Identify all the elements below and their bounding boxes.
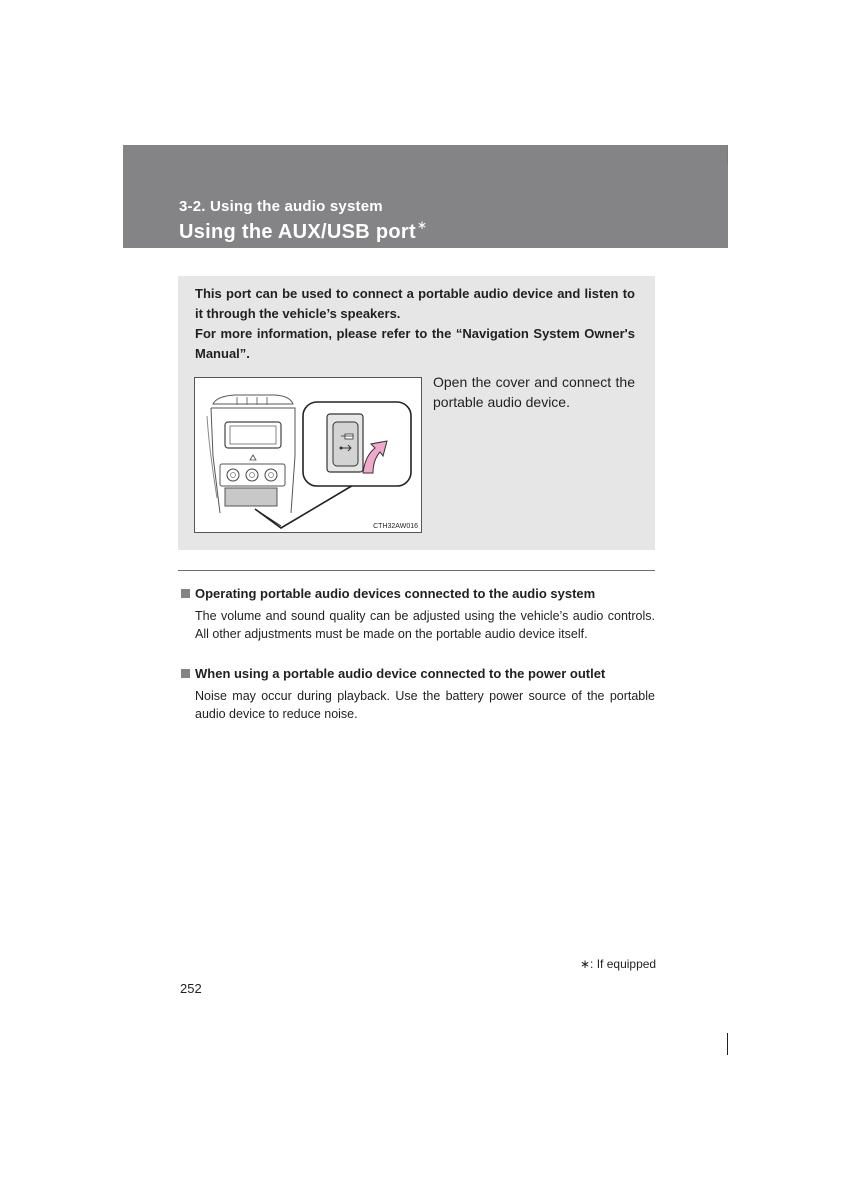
note-heading-text: When using a portable audio device connected to the power outlet [195,666,606,681]
footnote-if-equipped: ∗: If equipped [580,957,657,971]
note-heading [181,585,655,603]
note-heading [181,665,655,683]
note-power-outlet [181,665,655,723]
intro-paragraph-1: This port can be used to connect a portable audio device and listen to it through the vehicle’s speakers. [195,286,635,321]
note-operating-devices [181,585,655,643]
page-title [179,218,427,244]
intro-text [195,284,635,364]
intro-box [178,276,655,550]
thumb-tab-bottom-mark [727,1033,728,1055]
section-label: 3-2. Using the audio system [179,198,383,215]
thumb-tab-top-mark [727,145,728,165]
note-heading-text: Operating portable audio devices connected to the audio system [195,586,596,601]
page-number: 252 [180,981,202,996]
aux-usb-port-illustration [194,377,422,533]
step-instruction: Open the cover and connect the portable audio device. [433,374,635,410]
note-body: Noise may occur during playback. Use the battery power source of the portable audio device to reduce noise. [195,689,655,721]
section-divider [178,570,655,571]
header-band [123,145,728,248]
note-body: The volume and sound quality can be adjusted using the vehicle’s audio controls. All other adjustments must be made on the portable audio device itself. [195,609,655,641]
square-bullet-icon [181,669,190,678]
figure-code: CTH32AW016 [373,523,418,530]
dashboard-drawing [195,378,421,532]
square-bullet-icon [181,589,190,598]
if-equipped-mark: ∗ [416,218,428,232]
intro-paragraph-2: For more information, please refer to the “Navigation System Owner's Manual”. [195,326,635,361]
page-title-text: Using the AUX/USB port [179,221,416,243]
